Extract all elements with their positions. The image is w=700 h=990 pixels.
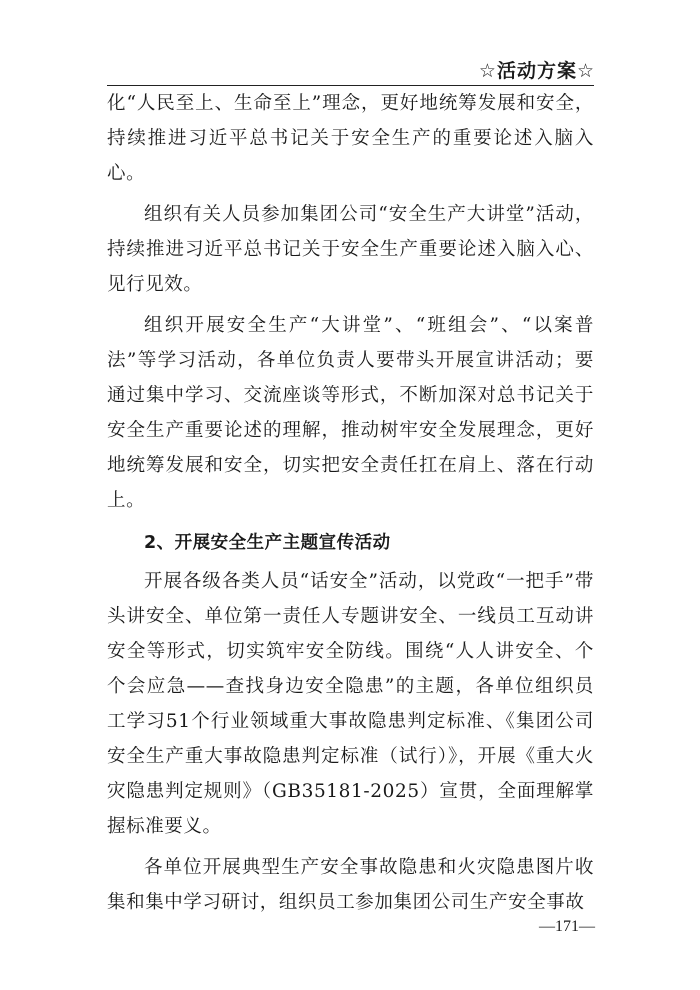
section-heading: 2、开展安全生产主题宣传活动 (144, 533, 391, 553)
paragraph: 组织有关人员参加集团公司“安全生产大讲堂”活动，持续推进习近平总书记关于安全生产重要论述入脑入心、见行见效。 (107, 204, 594, 295)
paragraph-continued: 化“人民至上、生命至上”理念，更好地统筹发展和安全，持续推进习近平总书记关于安全生产的重要论述入脑入心。 (107, 93, 594, 184)
page-number: —171— (539, 918, 595, 935)
paragraph: 各单位开展典型生产安全事故隐患和火灾隐患图片收集和集中学习研讨，组织员工参加集团公司生产安全事故 (107, 857, 594, 913)
document-body (107, 86, 594, 920)
paragraph: 开展各级各类人员“话安全”活动，以党政“一把手”带头讲安全、单位第一责任人专题讲安全、一线员工互动讲安全等形式，切实筑牢安全防线。围绕“人人讲安全、个个会应急——查找身边安全隐患”的主题，各单位组织员工学习51个行业领域重大事故隐患判定标准、《集团公司安全生产重大事故隐患判定标准（试行）》，开展《重大火灾隐患判定规则》（GB35181-2025）宣贯，全面理解掌握标准要义。 (107, 571, 594, 837)
header-title: ☆活动方案☆ (478, 60, 595, 82)
paragraph: 组织开展安全生产“大讲堂”、“班组会”、“以案普法”等学习活动，各单位负责人要带头开展宣讲活动；要通过集中学习、交流座谈等形式，不断加深对总书记关于安全生产重要论述的理解，推动树牢安全发展理念，更好地统筹发展和安全，切实把安全责任扛在肩上、落在行动上。 (107, 315, 594, 511)
